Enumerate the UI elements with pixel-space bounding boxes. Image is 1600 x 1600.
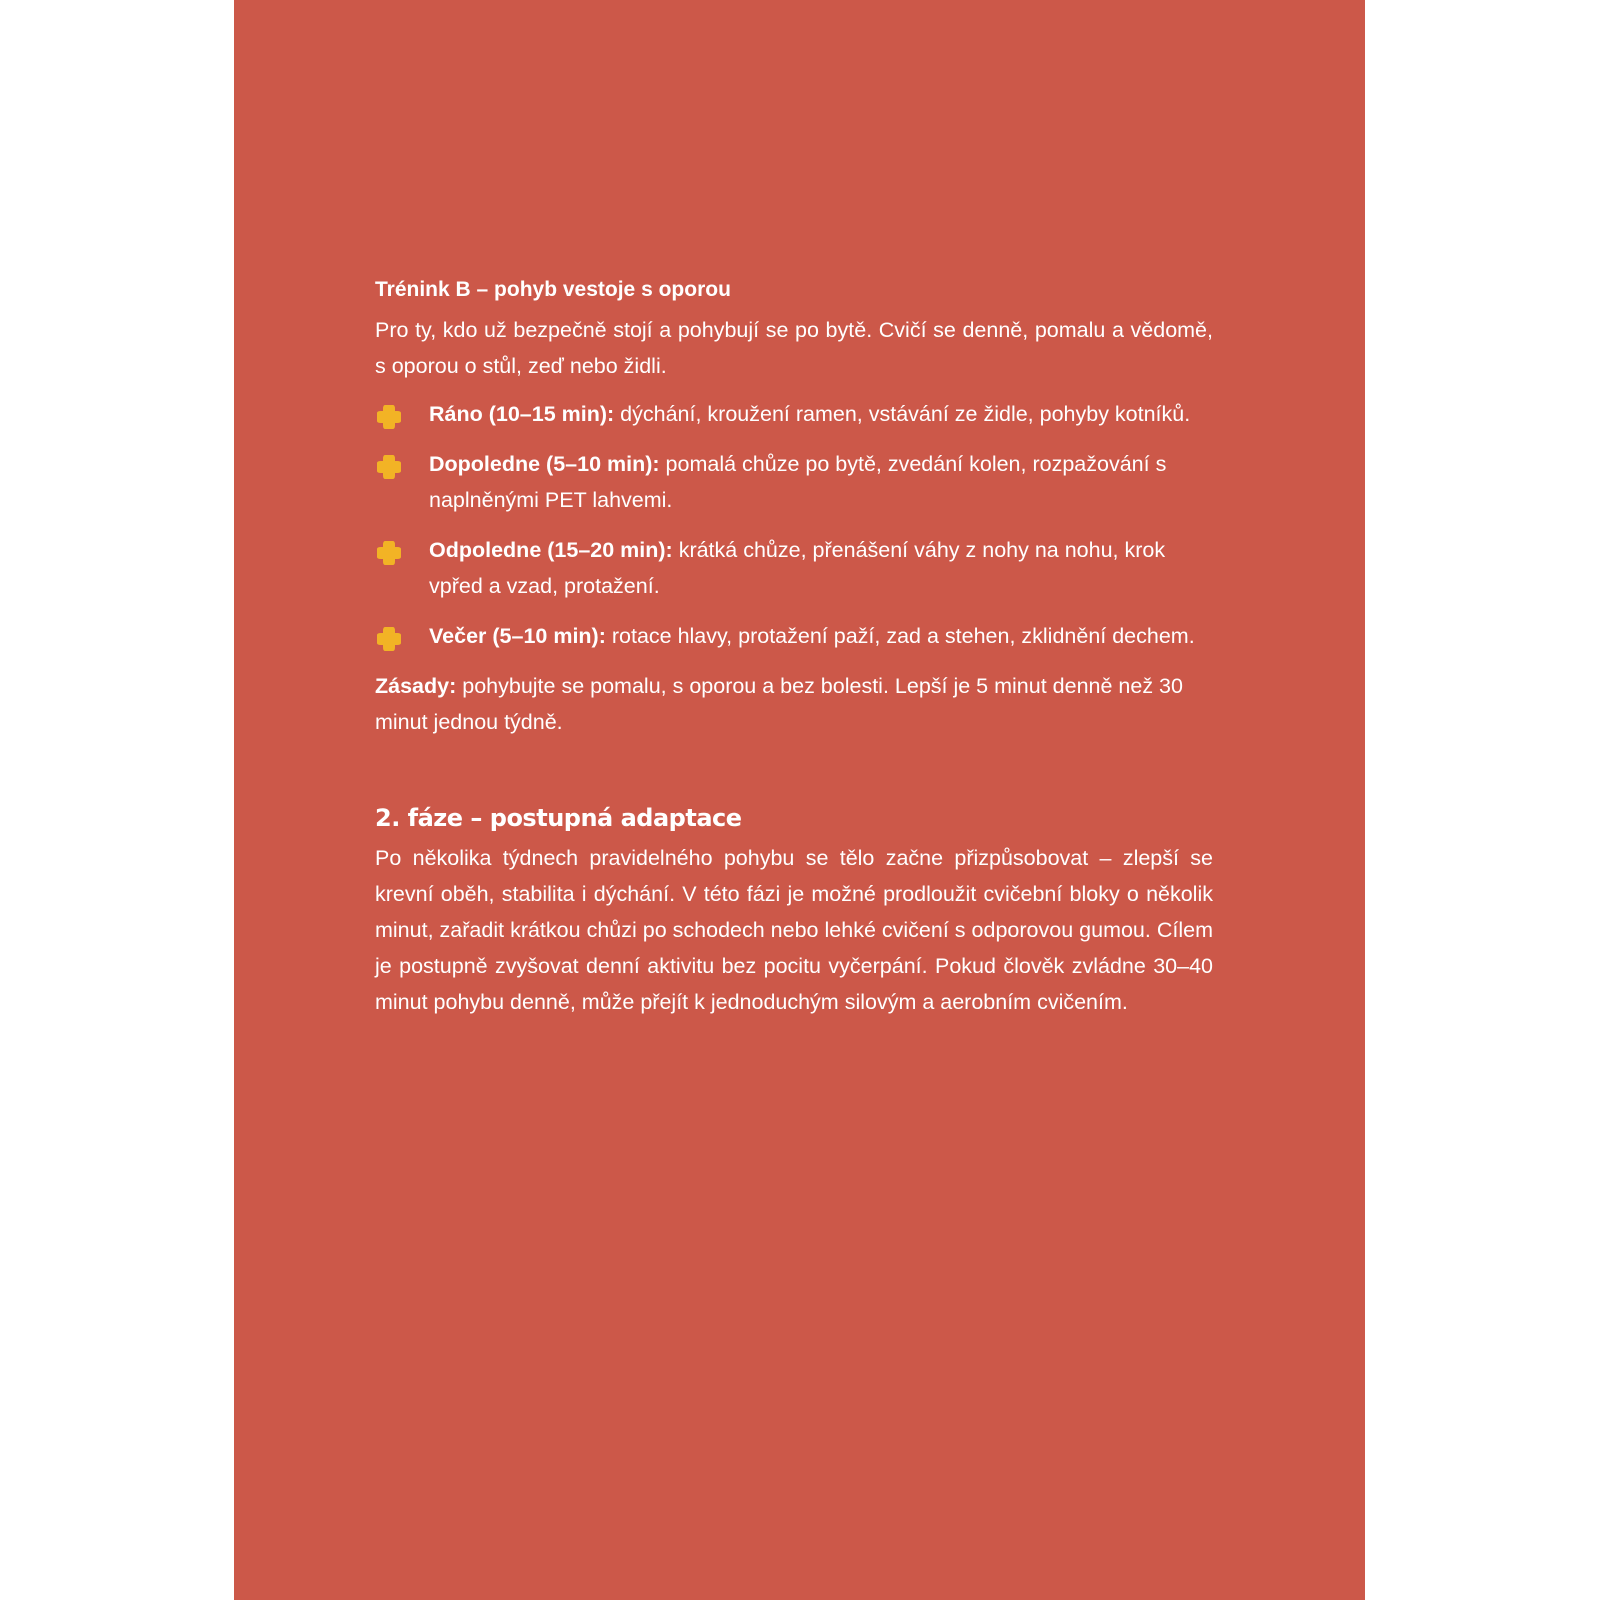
- schedule-list: [375, 396, 1213, 654]
- rules-label: Zásady:: [375, 674, 457, 698]
- training-b-subtitle: Trénink B – pohyb vestoje s oporou: [375, 278, 731, 301]
- item-text: rotace hlavy, protažení paží, zad a stehen, zklidnění dechem.: [605, 624, 1195, 648]
- item-title: Dopoledne (5–10 min):: [429, 452, 660, 476]
- list-item-late-morning: [375, 446, 1213, 518]
- list-item-morning: [375, 396, 1213, 432]
- item-text: krátká chůze, přenášení váhy z nohy na nohu, krok vpřed a vzad, protažení.: [429, 538, 1166, 598]
- clover-bullet-icon: [375, 539, 403, 567]
- item-title: Večer (5–10 min):: [429, 624, 606, 648]
- clover-bullet-icon: [375, 403, 403, 431]
- page: [234, 0, 1365, 1600]
- list-item-afternoon: [375, 532, 1213, 604]
- list-item-evening: [375, 618, 1213, 654]
- clover-bullet-icon: [375, 625, 403, 653]
- phase-2-heading: 2. fáze – postupná adaptace: [375, 804, 742, 832]
- training-b-intro: Pro ty, kdo už bezpečně stojí a pohybují se po bytě. Cvičí se denně, pomalu a vědomě, s oporou o stůl, zeď nebo židli.: [375, 318, 1213, 378]
- phase-2-body: Po několika týdnech pravidelného pohybu se tělo začne přizpůsobovat – zlepší se krevní oběh, stabilita i dýchání. V této fázi je možné prodloužit cvičební bloky o několik minut, zařadit krátkou chůzi po schodech nebo lehké cvičení s odporovou gumou. Cílem je postupně zvyšovat denní aktivitu bez pocitu vyčerpání. Pokud člověk zvládne 30–40 minut pohybu denně, může přejít k jednoduchým silovým a aerobním cvičením.: [375, 846, 1213, 1014]
- item-text: pomalá chůze po bytě, zvedání kolen, rozpažování s naplněnými PET lahvemi.: [429, 452, 1167, 512]
- rules-text: pohybujte se pomalu, s oporou a bez bolesti. Lepší je 5 minut denně než 30 minut jednou týdně.: [375, 674, 1183, 734]
- item-title: Odpoledne (15–20 min):: [429, 538, 673, 562]
- rules-paragraph: [375, 668, 1213, 740]
- page-content: [375, 272, 1213, 1020]
- item-text: dýchání, kroužení ramen, vstávání ze židle, pohyby kotníků.: [614, 402, 1191, 426]
- clover-bullet-icon: [375, 453, 403, 481]
- item-title: Ráno (10–15 min):: [429, 402, 615, 426]
